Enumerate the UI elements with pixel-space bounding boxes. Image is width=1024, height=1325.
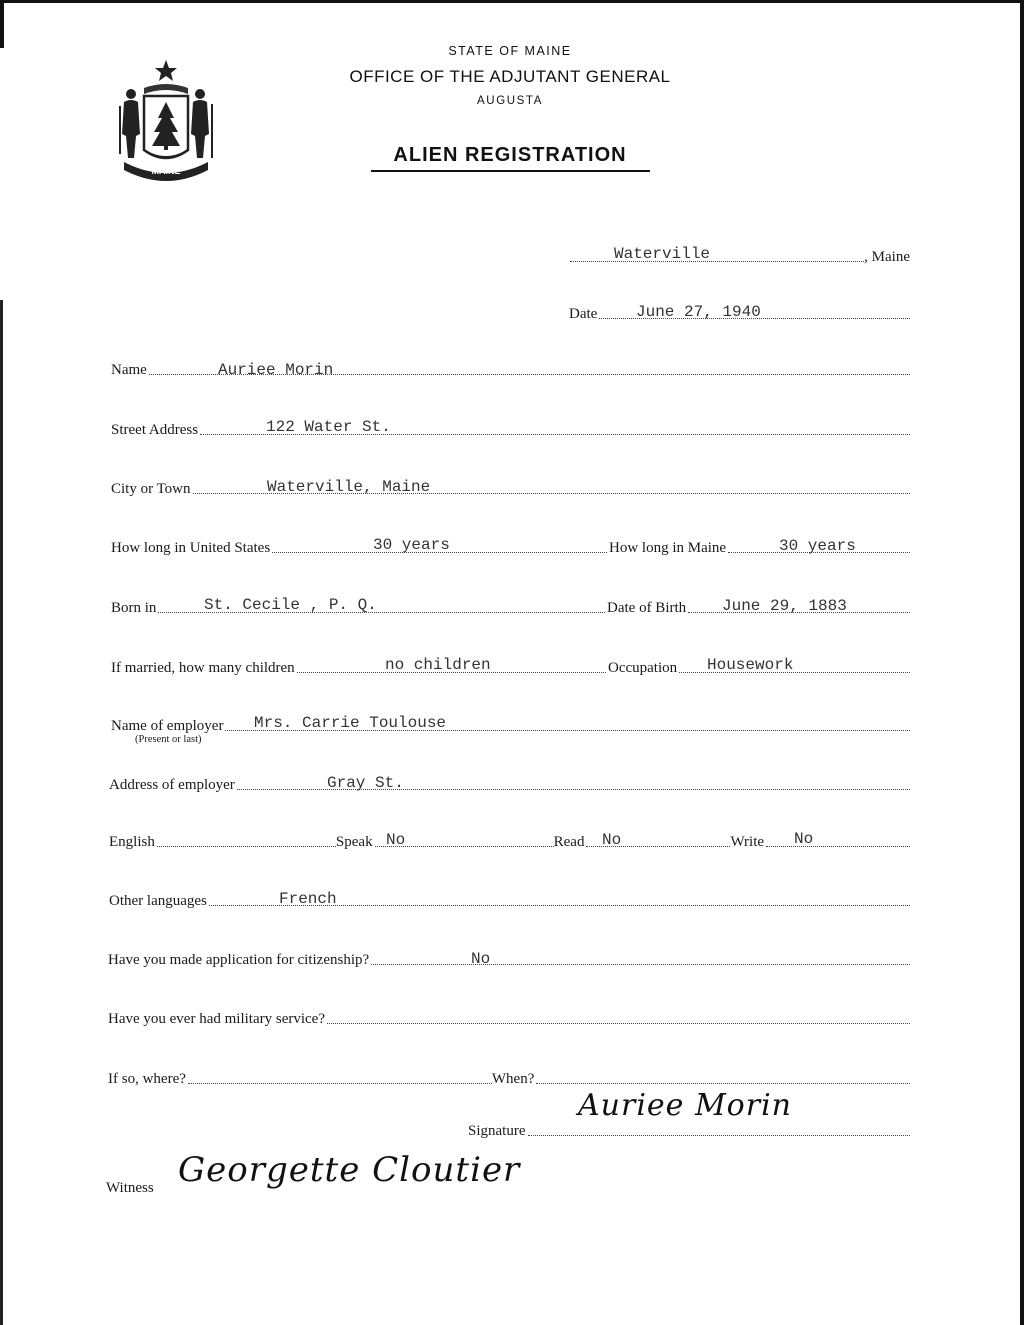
citizenship-value: No <box>471 950 491 968</box>
employer-sublabel: (Present or last) <box>135 734 202 745</box>
employer-address-value: Gray St. <box>327 774 404 792</box>
other-languages-value: French <box>279 890 337 908</box>
military-label: Have you ever had military service? <box>108 1011 325 1027</box>
employer-value: Mrs. Carrie Toulouse <box>254 714 447 732</box>
signature-label: Signature <box>468 1123 526 1139</box>
employer-address-label: Address of employer <box>109 777 235 793</box>
scan-border-left <box>0 0 4 48</box>
svg-text:MAINE: MAINE <box>151 166 181 176</box>
born-value: St. Cecile , P. Q. <box>204 596 377 614</box>
office-heading: OFFICE OF THE ADJUTANT GENERAL <box>349 67 671 86</box>
date-value: June 27, 1940 <box>636 303 761 321</box>
us-duration-label: How long in United States <box>111 540 271 556</box>
city-label: City or Town <box>111 481 191 497</box>
city-value: Waterville, Maine <box>267 478 431 496</box>
occupation-value: Housework <box>707 656 794 674</box>
citizenship-label: Have you made application for citizenship? <box>108 952 370 968</box>
dob-value: June 29, 1883 <box>722 597 847 615</box>
title-underline <box>371 170 650 172</box>
speak-label: Speak <box>335 834 373 850</box>
scan-border-right <box>1020 0 1024 1325</box>
speak-value: No <box>386 831 406 849</box>
write-value: No <box>794 830 814 848</box>
occupation-label: Occupation <box>608 660 678 676</box>
place-field[interactable] <box>568 248 864 266</box>
us-duration-value: 30 years <box>373 536 450 554</box>
state-seal-icon <box>114 58 218 186</box>
page-title: ALIEN REGISTRATION <box>393 144 627 166</box>
dob-label: Date of Birth <box>607 600 687 616</box>
where-label: If so, where? <box>108 1071 186 1087</box>
english-label: English <box>109 834 155 850</box>
read-value: No <box>602 831 622 849</box>
name-value: Auriee Morin <box>218 361 334 379</box>
witness-value: Georgette Cloutier <box>178 1150 521 1190</box>
read-label: Read <box>553 834 585 850</box>
signature-value: Auriee Morin <box>578 1088 793 1123</box>
born-label: Born in <box>111 600 157 616</box>
witness-label: Witness <box>106 1180 154 1196</box>
street-value: 122 Water St. <box>266 418 391 436</box>
place-suffix: , Maine <box>864 249 910 265</box>
state-heading: STATE OF MAINE <box>448 44 572 58</box>
when-label: When? <box>491 1071 535 1087</box>
scan-border-top <box>0 0 1024 3</box>
children-label: If married, how many children <box>111 660 295 676</box>
write-label: Write <box>730 834 765 850</box>
city-heading: AUGUSTA <box>477 95 543 107</box>
employer-label: Name of employer <box>111 718 224 734</box>
witness-row <box>106 1179 154 1197</box>
maine-duration-value: 30 years <box>779 537 856 555</box>
date-label: Date <box>569 306 598 322</box>
children-value: no children <box>385 656 491 674</box>
scan-border-left-lower <box>0 300 3 1325</box>
street-label: Street Address <box>111 422 199 438</box>
maine-duration-label: How long in Maine <box>609 540 727 556</box>
other-languages-label: Other languages <box>109 893 207 909</box>
name-label: Name <box>111 362 147 378</box>
place-value: Waterville <box>614 245 711 263</box>
